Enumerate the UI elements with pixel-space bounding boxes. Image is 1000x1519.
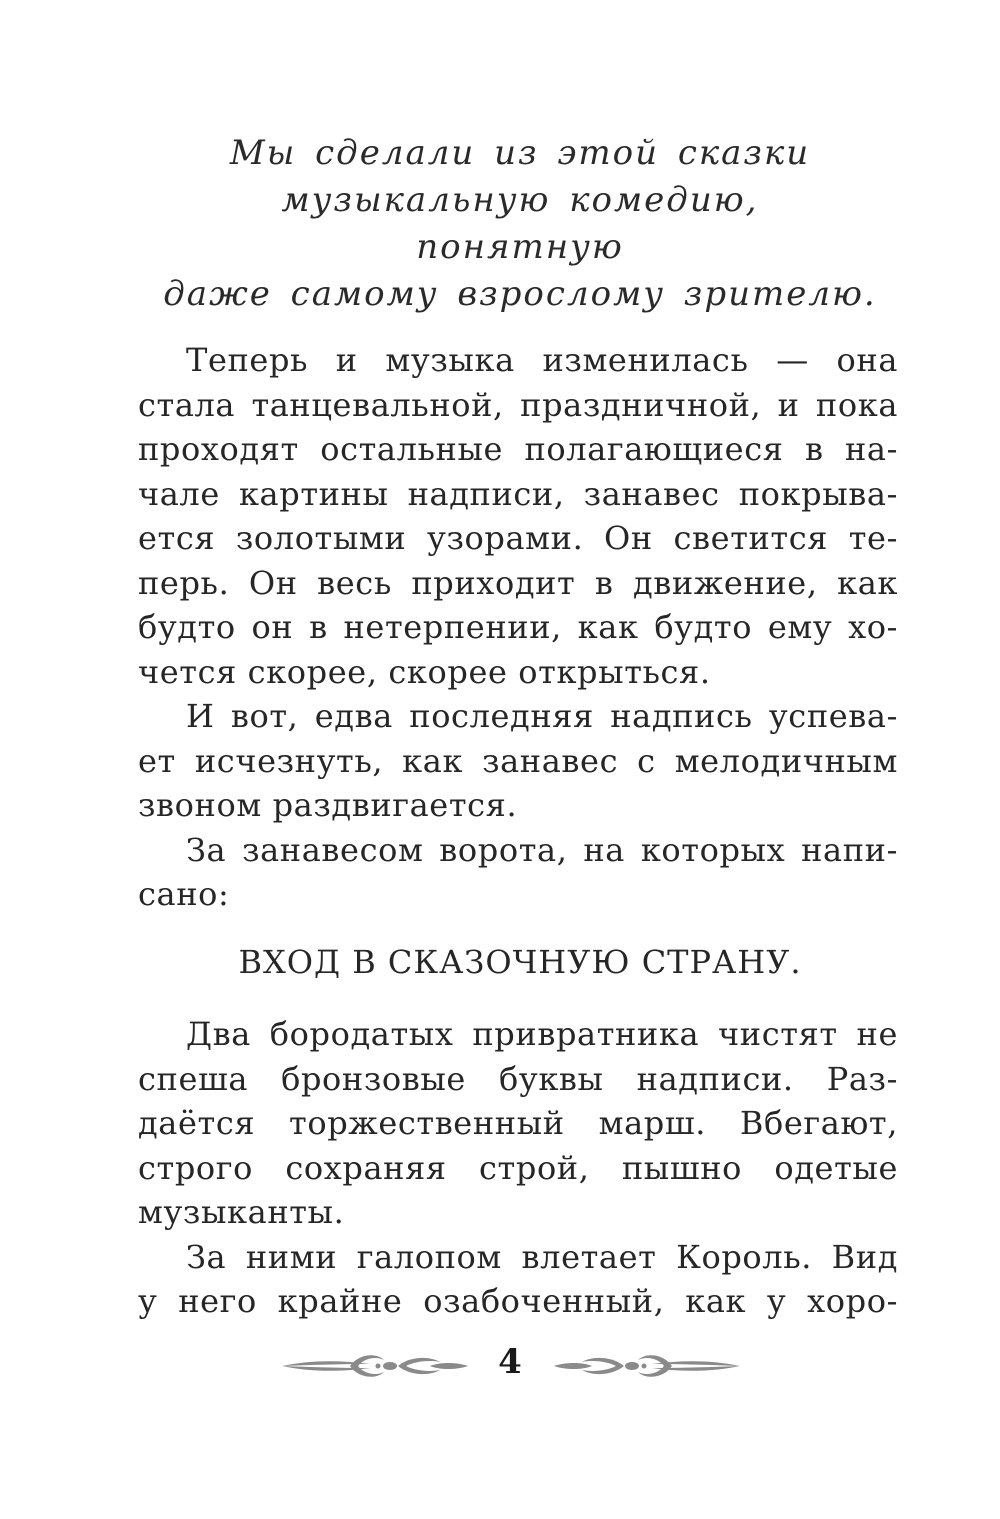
text-line: спеша бронзовые буквы надписи. Раз- (138, 1059, 898, 1098)
text-line: у него крайне озабоченный, как у хоро- (138, 1282, 898, 1320)
epigraph-line: музыкальную комедию, (281, 180, 759, 220)
text-line: будто он в нетерпении, как будто ему хо- (138, 608, 898, 646)
text-line: даётся торжественный марш. Вбегают, (138, 1104, 898, 1142)
epigraph-line: Мы сделали из этой сказки (229, 133, 811, 173)
flourish-right-icon (552, 1350, 742, 1382)
text-line: чале картины надписи, занавес покрыва- (138, 474, 898, 513)
epigraph-line: понятную (416, 227, 624, 267)
epigraph-line: даже самому взрослому зрителю. (163, 274, 877, 314)
body-text-block-1 (138, 338, 898, 917)
page-number: 4 (498, 1342, 522, 1382)
text-line: чется скорее, скорее открыться. (138, 652, 711, 691)
text-line: звоном раздвигается. (138, 786, 518, 824)
text-line: За ними галопом влетает Король. Вид (186, 1237, 898, 1276)
text-line: Теперь и музыка изменилась — она (186, 341, 898, 379)
page-footer (270, 1336, 750, 1396)
text-line: стала танцевальной, праздничной, и пока (138, 385, 898, 424)
text-line: И вот, едва последняя надпись успева- (186, 697, 898, 735)
text-line: перь. Он весь приходит в движение, как (138, 563, 898, 602)
text-line: сано: (138, 875, 230, 913)
text-line: музыканты. (138, 1193, 345, 1231)
text-line: Два бородатых привратника чистят не (186, 1015, 898, 1053)
text-line: ет исчезнуть, как занавес с мелодичным (138, 741, 898, 780)
flourish-left-icon (280, 1350, 470, 1382)
body-text-block-2 (138, 1012, 898, 1324)
gate-inscription-heading: ВХОД В СКАЗОЧНУЮ СТРАНУ. (238, 943, 802, 981)
epigraph (120, 130, 920, 318)
text-line: ется золотыми узорами. Он светится те- (138, 519, 898, 557)
text-line: За занавесом ворота, на которых напи- (186, 830, 898, 869)
text-line: проходят остальные полагающиеся в на- (138, 430, 898, 468)
text-line: строго сохраняя строй, пышно одетые (138, 1148, 898, 1187)
